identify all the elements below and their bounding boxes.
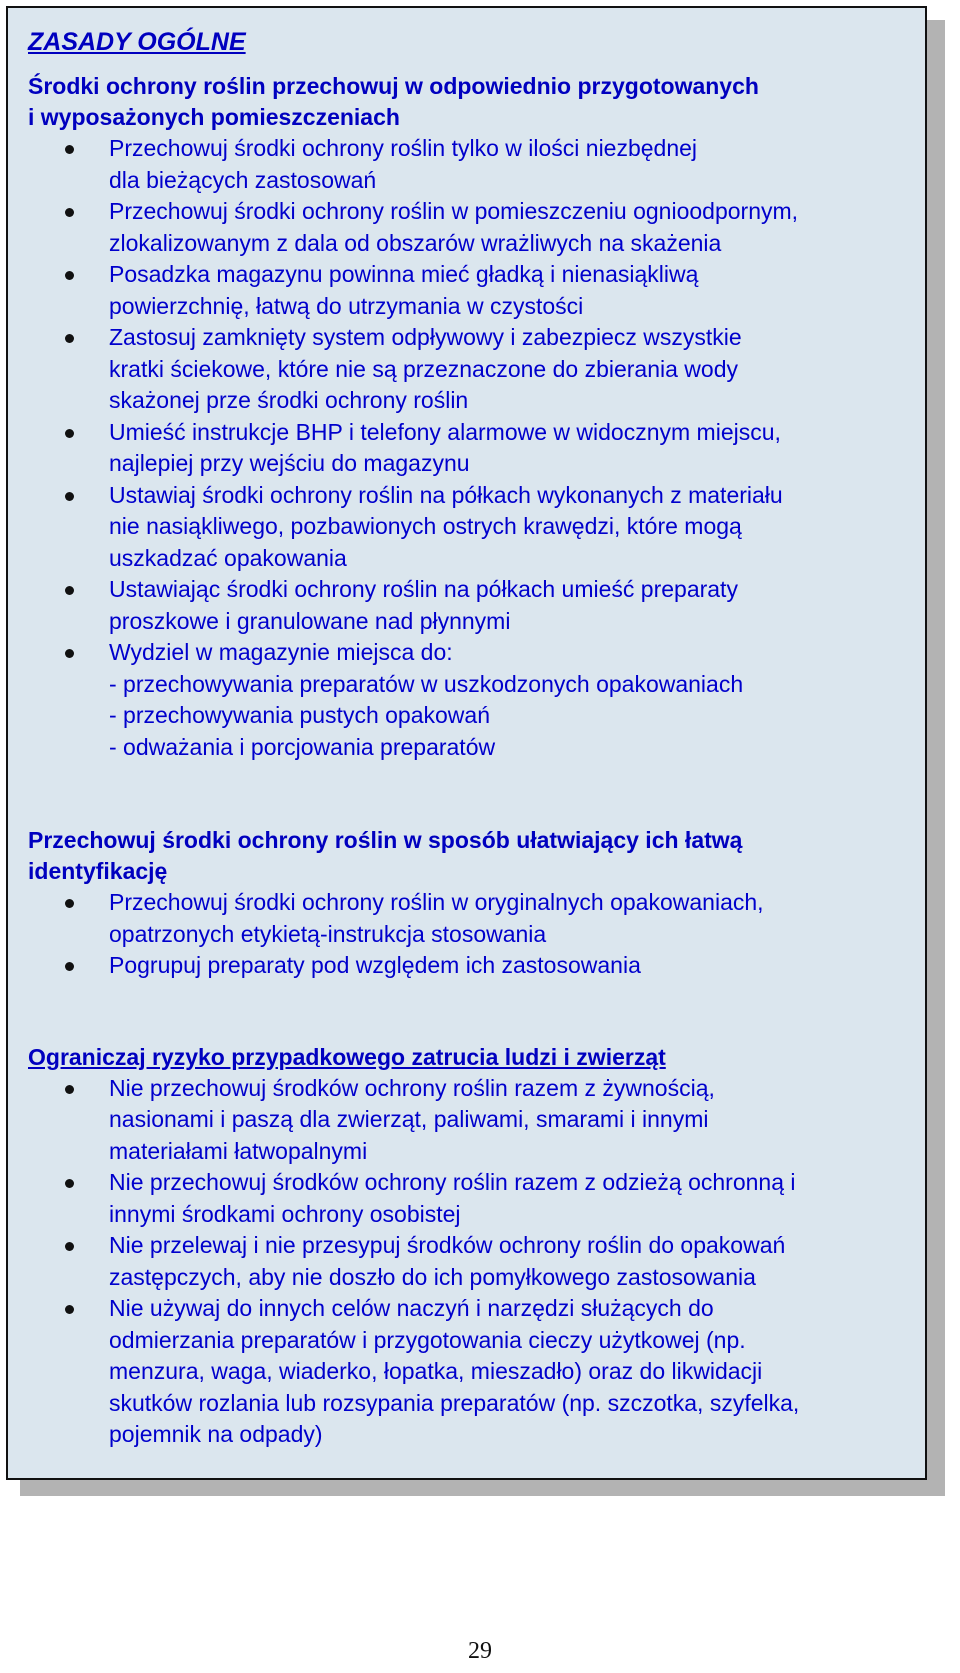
list-item-text: menzura, waga, wiaderko, łopatka, mieszadło) oraz do likwidacji [109, 1358, 763, 1384]
storage-rules-list [28, 133, 903, 763]
page-number: 29 [468, 1638, 492, 1664]
list-item-text: skażonej prze środki ochrony roślin [109, 387, 469, 413]
bullet-icon [65, 1305, 74, 1314]
section-heading-storage-rooms [28, 71, 903, 133]
list-item [28, 574, 903, 637]
bullet-icon [65, 145, 74, 154]
section-heading-identification [28, 825, 903, 887]
list-item [28, 1293, 903, 1451]
list-item [28, 133, 903, 196]
list-item-text: materiałami łatwopalnymi [109, 1137, 368, 1164]
content-box [6, 6, 927, 1480]
list-item-text: Przechowuj środki ochrony roślin w oryginalnych opakowaniach, [109, 889, 764, 915]
list-item-text: zastępczych, aby nie doszło do ich pomyłkowego zastosowania [109, 1263, 756, 1290]
list-item [28, 950, 903, 982]
list-item-text: Pogrupuj preparaty pod względem ich zastosowania [109, 952, 641, 978]
sub-item-text: - przechowywania pustych opakowań [109, 702, 490, 728]
list-item-text: Wydziel w magazynie miejsca do: [109, 639, 453, 665]
list-item-text: powierzchnię, łatwą do utrzymania w czystości [109, 292, 584, 319]
list-item-text: Ustawiaj środki ochrony roślin na półkach wykonanych z materiału [109, 481, 783, 508]
list-item [28, 1073, 903, 1168]
list-item-text: Nie przechowuj środków ochrony roślin razem z żywnością, [109, 1074, 715, 1101]
list-item [28, 417, 903, 480]
sub-item-text: - odważania i porcjowania preparatów [109, 733, 496, 760]
bullet-icon [65, 1085, 74, 1094]
list-item [28, 1167, 903, 1230]
section-heading-poisoning-risk [28, 1042, 903, 1073]
list-item-text: nasionami i paszą dla zwierząt, paliwami, smarami i innymi [109, 1106, 709, 1132]
list-item-text: pojemnik na odpady) [109, 1421, 323, 1447]
bullet-icon [65, 429, 74, 438]
heading-line: Przechowuj środki ochrony roślin w sposób ułatwiający ich łatwą [28, 827, 743, 853]
heading-line: i wyposażonych pomieszczeniach [28, 104, 400, 130]
list-item [28, 887, 903, 950]
list-item-text: Przechowuj środki ochrony roślin tylko w ilości niezbędnej [109, 135, 698, 161]
list-item-text: odmierzania preparatów i przygotowania cieczy użytkowej (np. [109, 1326, 746, 1353]
list-item [28, 1230, 903, 1293]
heading-line: Ograniczaj ryzyko przypadkowego zatrucia ludzi i zwierząt [28, 1043, 666, 1070]
list-item-text: Przechowuj środki ochrony roślin w pomieszczeniu ognioodpornym, [109, 198, 799, 224]
bullet-icon [65, 649, 74, 658]
list-item-text: uszkadzać opakowania [109, 544, 347, 571]
list-item-text: Nie używaj do innych celów naczyń i narzędzi służących do [109, 1295, 714, 1321]
list-item-text: skutków rozlania lub rozsypania preparatów (np. szczotka, szyfelka, [109, 1389, 800, 1416]
list-item-text: kratki ściekowe, które nie są przeznaczone do zbierania wody [109, 355, 738, 382]
bullet-icon [65, 899, 74, 908]
list-item-text: Posadzka magazynu powinna mieć gładką i nienasiąkliwą [109, 261, 699, 287]
list-item-text: Nie przelewaj i nie przesypuj środków ochrony roślin do opakowań [109, 1232, 786, 1258]
list-item-text: najlepiej przy wejściu do magazynu [109, 450, 470, 476]
sub-item-text: - przechowywania preparatów w uszkodzonych opakowaniach [109, 670, 744, 697]
list-item-text: Ustawiając środki ochrony roślin na półkach umieść preparaty [109, 576, 738, 602]
list-item [28, 480, 903, 575]
list-item-text: opatrzonych etykietą-instrukcja stosowania [109, 920, 547, 947]
identification-rules-list [28, 887, 903, 982]
list-item-text: dla bieżących zastosowań [109, 166, 377, 193]
list-item [28, 259, 903, 322]
list-item [28, 322, 903, 417]
poisoning-rules-list [28, 1073, 903, 1451]
list-item-text: proszkowe i granulowane nad płynnymi [109, 607, 511, 634]
list-item [28, 637, 903, 763]
list-item-text: Umieść instrukcje BHP i telefony alarmowe w widocznym miejscu, [109, 418, 781, 445]
list-item-text: Nie przechowuj środków ochrony roślin razem z odzieżą ochronną i [109, 1169, 796, 1195]
list-item-text: zlokalizowanym z dala od obszarów wrażliwych na skażenia [109, 229, 722, 256]
bullet-icon [65, 208, 74, 217]
bullet-icon [65, 962, 74, 971]
bullet-icon [65, 492, 74, 501]
heading-line: Środki ochrony roślin przechowuj w odpowiednio przygotowanych [28, 73, 759, 99]
list-item [28, 196, 903, 259]
bullet-icon [65, 271, 74, 280]
bullet-icon [65, 1242, 74, 1251]
list-item-text: innymi środkami ochrony osobistej [109, 1200, 461, 1227]
bullet-icon [65, 1179, 74, 1188]
bullet-icon [65, 586, 74, 595]
heading-line: identyfikację [28, 858, 168, 884]
page-title: ZASADY OGÓLNE [28, 28, 246, 56]
list-item-text: Zastosuj zamknięty system odpływowy i zabezpiecz wszystkie [109, 324, 742, 350]
list-item-text: nie nasiąkliwego, pozbawionych ostrych krawędzi, które mogą [109, 513, 742, 539]
bullet-icon [65, 334, 74, 343]
